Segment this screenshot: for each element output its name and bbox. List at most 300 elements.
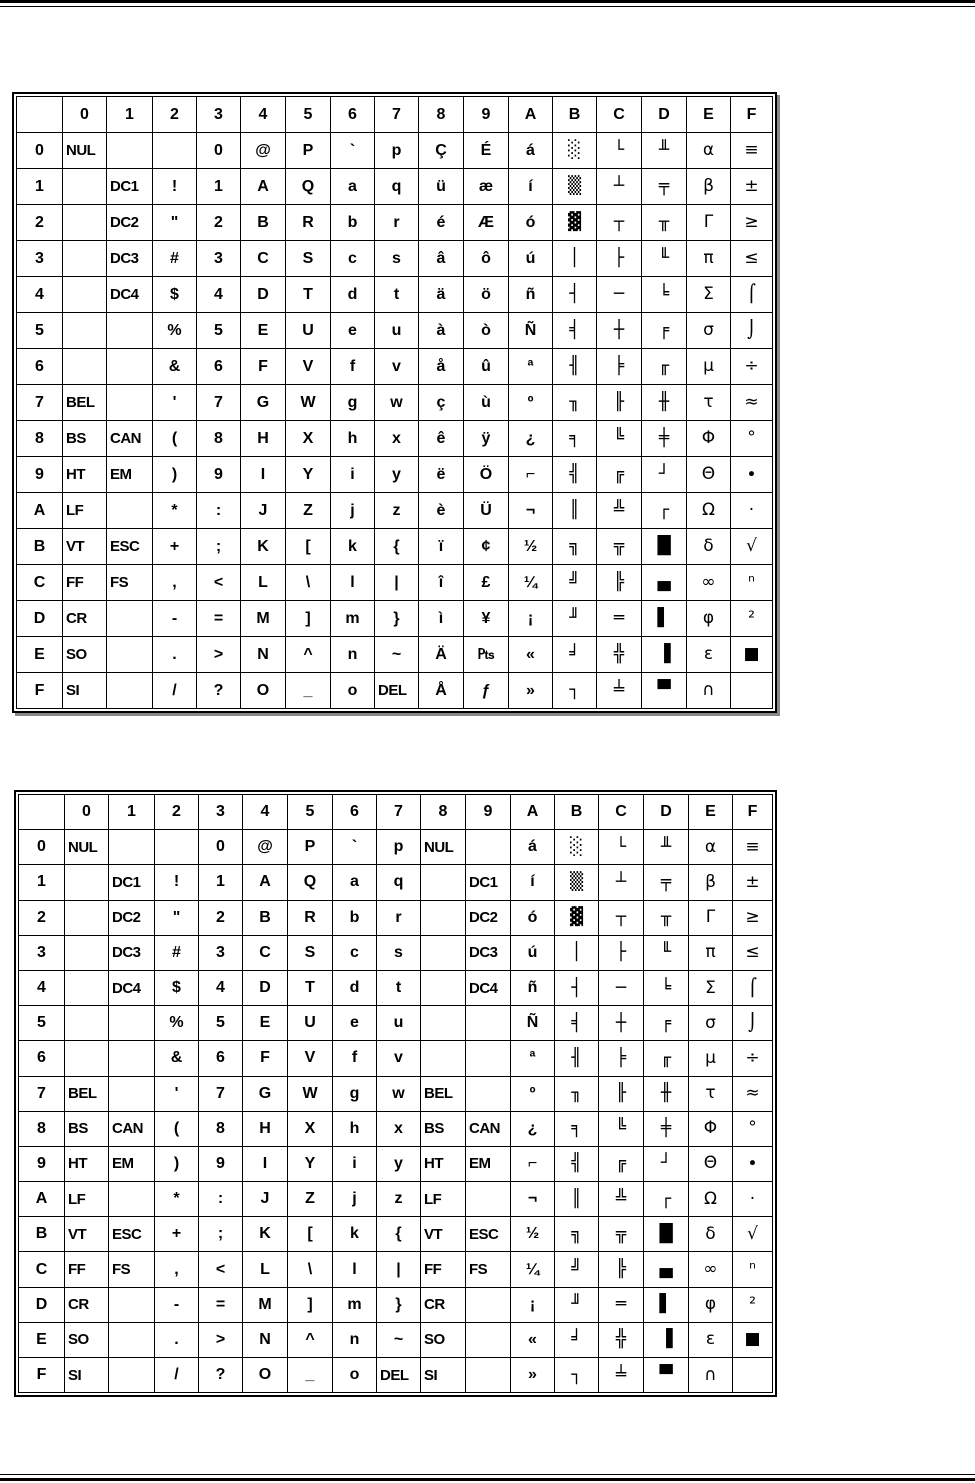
table-cell: δ <box>689 1217 733 1252</box>
table-cell: ] <box>288 1287 333 1322</box>
table-cell: [ <box>288 1217 333 1252</box>
table-cell: p <box>375 133 419 169</box>
table-cell: µ <box>689 1041 733 1076</box>
table-cell: à <box>419 313 464 349</box>
table-cell: Y <box>286 457 331 493</box>
table-cell: ╣ <box>555 1146 599 1181</box>
table-cell: ¡ <box>509 601 553 637</box>
table-cell: { <box>375 529 419 565</box>
table-cell: ò <box>464 313 509 349</box>
table-cell: DC1 <box>107 169 153 205</box>
table-cell: ╚ <box>599 1111 644 1146</box>
table-row <box>17 385 773 421</box>
table-cell: ├ <box>599 935 644 970</box>
table-cell <box>109 1076 155 1111</box>
table-cell <box>421 935 466 970</box>
table-cell: o <box>331 673 375 709</box>
table-cell: ┘ <box>642 457 687 493</box>
table-cell: │ <box>555 935 599 970</box>
table-cell: # <box>155 935 199 970</box>
table-cell: ╝ <box>553 565 597 601</box>
table-cell: ± <box>731 169 773 205</box>
table-cell: ∙ <box>733 1146 773 1181</box>
table-cell: ╪ <box>642 421 687 457</box>
table-cell: ╦ <box>597 529 642 565</box>
table-cell: E <box>241 313 286 349</box>
table-cell: ╢ <box>555 1041 599 1076</box>
table-cell: τ <box>687 385 731 421</box>
table-cell: N <box>243 1322 288 1357</box>
table-cell: ⌐ <box>511 1146 555 1181</box>
table-cell: Ç <box>419 133 464 169</box>
table-cell: n <box>333 1322 377 1357</box>
table-cell: Ñ <box>509 313 553 349</box>
table-cell: ≤ <box>733 935 773 970</box>
table-cell: r <box>377 900 421 935</box>
table-cell: ú <box>511 935 555 970</box>
row-header: E <box>19 1322 65 1357</box>
table-cell: F <box>243 1041 288 1076</box>
table-cell: ) <box>155 1146 199 1181</box>
column-header: 0 <box>63 97 107 133</box>
character-table-1-grid <box>16 96 773 709</box>
table-cell <box>109 1041 155 1076</box>
table-cell: EM <box>107 457 153 493</box>
table-cell: ╓ <box>642 349 687 385</box>
table-cell: a <box>331 169 375 205</box>
table-cell: 8 <box>197 421 241 457</box>
table-cell: CAN <box>107 421 153 457</box>
table-cell: S <box>286 241 331 277</box>
table-cell: ë <box>419 457 464 493</box>
table-cell: 5 <box>197 313 241 349</box>
table-cell <box>731 673 773 709</box>
table-cell: + <box>153 529 197 565</box>
table-cell: Σ <box>687 277 731 313</box>
table-cell <box>65 900 109 935</box>
table-cell: 2 <box>199 900 243 935</box>
top-rule-thin <box>0 6 975 7</box>
table-cell: è <box>419 493 464 529</box>
table-cell: ┐ <box>555 1358 599 1393</box>
table-row <box>19 865 773 900</box>
table-cell: Y <box>288 1146 333 1181</box>
table-cell: ÷ <box>733 1041 773 1076</box>
row-header: 7 <box>19 1076 65 1111</box>
table-cell: t <box>377 970 421 1005</box>
table-cell: VT <box>65 1217 109 1252</box>
table-cell: @ <box>243 830 288 865</box>
row-header: C <box>17 565 63 601</box>
column-header: 9 <box>466 795 511 830</box>
table-cell: ù <box>464 385 509 421</box>
table-cell: 6 <box>199 1041 243 1076</box>
table-cell: ┌ <box>642 493 687 529</box>
table-cell <box>65 865 109 900</box>
table-cell: â <box>419 241 464 277</box>
table-cell: I <box>243 1146 288 1181</box>
table-row <box>19 1182 773 1217</box>
table-cell: * <box>153 493 197 529</box>
table-cell: C <box>241 241 286 277</box>
table-cell: ╞ <box>599 1041 644 1076</box>
column-header: 4 <box>243 795 288 830</box>
table-cell: Θ <box>687 457 731 493</box>
table-cell: █ <box>642 529 687 565</box>
table-cell: ¼ <box>509 565 553 601</box>
table-cell: ⌡ <box>731 313 773 349</box>
table-cell: ▐ <box>644 1322 689 1357</box>
table-cell: T <box>288 970 333 1005</box>
table-cell: i <box>331 457 375 493</box>
table-cell: \ <box>288 1252 333 1287</box>
table-cell: ≈ <box>733 1076 773 1111</box>
table-cell <box>107 313 153 349</box>
table-cell: ╜ <box>555 1287 599 1322</box>
table-row <box>19 935 773 970</box>
table-cell: BS <box>63 421 107 457</box>
table-cell: L <box>241 565 286 601</box>
table-cell: Φ <box>689 1111 733 1146</box>
table-row <box>19 1041 773 1076</box>
row-header: E <box>17 637 63 673</box>
table-row <box>17 673 773 709</box>
table-cell: DC4 <box>109 970 155 1005</box>
table-cell: } <box>375 601 419 637</box>
table-row <box>19 830 773 865</box>
table-cell: ó <box>511 900 555 935</box>
table-cell: » <box>511 1358 555 1393</box>
table-cell: £ <box>464 565 509 601</box>
table-cell: > <box>197 637 241 673</box>
table-cell: N <box>241 637 286 673</box>
table-cell: 6 <box>197 349 241 385</box>
table-cell: W <box>288 1076 333 1111</box>
table-cell: Θ <box>689 1146 733 1181</box>
table-cell: P <box>288 830 333 865</box>
table-cell: w <box>377 1076 421 1111</box>
table-cell: ╦ <box>599 1217 644 1252</box>
table-cell: VT <box>421 1217 466 1252</box>
row-header: 1 <box>19 865 65 900</box>
table-cell: ( <box>153 421 197 457</box>
table-cell: w <box>375 385 419 421</box>
row-header: 1 <box>17 169 63 205</box>
table-row <box>19 900 773 935</box>
table-cell: █ <box>644 1217 689 1252</box>
character-table-2-grid <box>18 794 773 1393</box>
table-cell: Q <box>286 169 331 205</box>
table-cell: k <box>331 529 375 565</box>
table-cell: √ <box>733 1217 773 1252</box>
column-header <box>19 795 65 830</box>
table-cell: ] <box>286 601 331 637</box>
table-cell: F <box>241 349 286 385</box>
table-row <box>19 1217 773 1252</box>
table-cell: HT <box>65 1146 109 1181</box>
row-header: 0 <box>19 830 65 865</box>
table-cell: LF <box>65 1182 109 1217</box>
table-cell: T <box>286 277 331 313</box>
table-cell: ì <box>419 601 464 637</box>
table-cell: 5 <box>199 1006 243 1041</box>
table-cell: 9 <box>197 457 241 493</box>
row-header: 6 <box>17 349 63 385</box>
table-cell: v <box>377 1041 421 1076</box>
table-row <box>17 421 773 457</box>
row-header: C <box>19 1252 65 1287</box>
table-cell <box>65 1006 109 1041</box>
table-cell: ─ <box>597 277 642 313</box>
table-cell: ╕ <box>553 421 597 457</box>
table-cell: ╞ <box>597 349 642 385</box>
table-cell: 8 <box>199 1111 243 1146</box>
table-cell: ! <box>153 169 197 205</box>
table-cell <box>466 1358 511 1393</box>
table-row <box>17 169 773 205</box>
table-cell: ≡ <box>733 830 773 865</box>
character-table-1 <box>12 92 777 713</box>
table-cell: ▌ <box>642 601 687 637</box>
table-cell <box>65 935 109 970</box>
column-header: B <box>555 795 599 830</box>
table-cell: ╒ <box>644 1006 689 1041</box>
table-cell: CR <box>421 1287 466 1322</box>
table-cell: ▐ <box>642 637 687 673</box>
table-cell: c <box>333 935 377 970</box>
table-cell: ∩ <box>687 673 731 709</box>
table-cell: V <box>288 1041 333 1076</box>
table-cell: ; <box>197 529 241 565</box>
row-header: 0 <box>17 133 63 169</box>
table-cell: ± <box>733 865 773 900</box>
column-header: 2 <box>153 97 197 133</box>
table-cell: A <box>243 865 288 900</box>
table-cell: δ <box>687 529 731 565</box>
table-cell: SO <box>65 1322 109 1357</box>
row-header: 4 <box>17 277 63 313</box>
table-cell: ▀ <box>644 1358 689 1393</box>
table-cell: ° <box>733 1111 773 1146</box>
table-row <box>19 1358 773 1393</box>
row-header: D <box>19 1287 65 1322</box>
table-cell: ▄ <box>644 1252 689 1287</box>
table-cell: D <box>243 970 288 1005</box>
table-cell: ¼ <box>511 1252 555 1287</box>
table-cell: 4 <box>197 277 241 313</box>
table-cell: ² <box>733 1287 773 1322</box>
table-cell: ⌠ <box>731 277 773 313</box>
table-cell: l <box>331 565 375 601</box>
table-cell <box>63 169 107 205</box>
table-cell: 9 <box>199 1146 243 1181</box>
table-cell <box>466 1182 511 1217</box>
table-cell: ┤ <box>555 970 599 1005</box>
table-cell: K <box>241 529 286 565</box>
table-cell <box>109 1358 155 1393</box>
table-cell: ¥ <box>464 601 509 637</box>
table-cell: r <box>375 205 419 241</box>
table-cell: É <box>464 133 509 169</box>
table-cell: f <box>331 349 375 385</box>
table-cell: α <box>687 133 731 169</box>
table-cell: ╩ <box>597 493 642 529</box>
table-cell: ) <box>153 457 197 493</box>
table-row <box>17 313 773 349</box>
table-cell: ö <box>464 277 509 313</box>
table-cell: ⌐ <box>509 457 553 493</box>
table-cell <box>63 205 107 241</box>
table-cell: h <box>333 1111 377 1146</box>
table-cell: DC3 <box>466 935 511 970</box>
table-cell <box>107 493 153 529</box>
table-cell: SI <box>421 1358 466 1393</box>
table-cell: ╨ <box>642 133 687 169</box>
table-cell: c <box>331 241 375 277</box>
table-cell: ╝ <box>555 1252 599 1287</box>
table-cell: ¡ <box>511 1287 555 1322</box>
table-cell: g <box>333 1076 377 1111</box>
table-cell: ⌡ <box>733 1006 773 1041</box>
table-cell: ║ <box>555 1182 599 1217</box>
row-header: 2 <box>17 205 63 241</box>
table-cell: \ <box>286 565 331 601</box>
table-cell: ┴ <box>597 169 642 205</box>
table-cell: SI <box>65 1358 109 1393</box>
table-cell: G <box>241 385 286 421</box>
table-cell: ╛ <box>555 1322 599 1357</box>
column-header: A <box>509 97 553 133</box>
table-cell: ú <box>509 241 553 277</box>
table-cell <box>466 1322 511 1357</box>
table-cell: DC2 <box>107 205 153 241</box>
table-cell: ├ <box>597 241 642 277</box>
table-cell <box>65 970 109 1005</box>
table-row <box>17 601 773 637</box>
table-cell: H <box>241 421 286 457</box>
column-header: 6 <box>333 795 377 830</box>
table-row <box>17 457 773 493</box>
table-cell: ƒ <box>464 673 509 709</box>
table-cell: ? <box>199 1358 243 1393</box>
table-cell: º <box>511 1076 555 1111</box>
table-cell: ï <box>419 529 464 565</box>
table-cell: ╬ <box>599 1322 644 1357</box>
table-cell: b <box>331 205 375 241</box>
table-cell <box>107 637 153 673</box>
table-cell: ┼ <box>597 313 642 349</box>
table-cell: Ω <box>689 1182 733 1217</box>
table-row <box>17 529 773 565</box>
header-row <box>17 97 773 133</box>
row-header: 6 <box>19 1041 65 1076</box>
table-cell: 7 <box>199 1076 243 1111</box>
table-cell: ═ <box>597 601 642 637</box>
table-cell: 3 <box>199 935 243 970</box>
column-header: D <box>642 97 687 133</box>
table-cell: ª <box>511 1041 555 1076</box>
column-header: 6 <box>331 97 375 133</box>
table-cell: ' <box>155 1076 199 1111</box>
table-row <box>17 205 773 241</box>
table-cell: » <box>509 673 553 709</box>
row-header: F <box>19 1358 65 1393</box>
column-header: B <box>553 97 597 133</box>
table-cell: √ <box>731 529 773 565</box>
table-cell: S <box>288 935 333 970</box>
table-cell: ` <box>331 133 375 169</box>
table-cell: « <box>511 1322 555 1357</box>
table-cell: | <box>375 565 419 601</box>
table-row <box>17 349 773 385</box>
column-header: 3 <box>197 97 241 133</box>
table-cell: ╙ <box>644 935 689 970</box>
table-cell <box>109 1287 155 1322</box>
table-cell: ~ <box>375 637 419 673</box>
table-cell: y <box>375 457 419 493</box>
column-header: 7 <box>377 795 421 830</box>
table-row <box>17 277 773 313</box>
table-cell: DC3 <box>107 241 153 277</box>
table-cell: " <box>153 205 197 241</box>
table-cell: d <box>331 277 375 313</box>
table-cell: j <box>331 493 375 529</box>
table-cell: Ö <box>464 457 509 493</box>
table-cell: 1 <box>199 865 243 900</box>
row-header: 3 <box>17 241 63 277</box>
table-cell: ° <box>731 421 773 457</box>
table-cell: DC4 <box>466 970 511 1005</box>
table-cell: LF <box>63 493 107 529</box>
table-cell: i <box>333 1146 377 1181</box>
table-cell <box>421 1041 466 1076</box>
table-cell: X <box>288 1111 333 1146</box>
table-cell: ¿ <box>509 421 553 457</box>
table-cell: DC1 <box>466 865 511 900</box>
table-cell: Ω <box>687 493 731 529</box>
table-cell: = <box>199 1287 243 1322</box>
table-cell: α <box>689 830 733 865</box>
table-cell: 0 <box>199 830 243 865</box>
table-cell: - <box>155 1287 199 1322</box>
table-cell <box>421 865 466 900</box>
table-cell: ç <box>419 385 464 421</box>
table-cell: é <box>419 205 464 241</box>
table-cell <box>466 1006 511 1041</box>
table-cell: q <box>375 169 419 205</box>
table-cell: SO <box>421 1322 466 1357</box>
table-cell: K <box>243 1217 288 1252</box>
column-header: 3 <box>199 795 243 830</box>
table-cell: ╬ <box>597 637 642 673</box>
table-cell: ╔ <box>599 1146 644 1181</box>
table-cell: ╥ <box>642 205 687 241</box>
table-cell: ┼ <box>599 1006 644 1041</box>
table-cell <box>421 1006 466 1041</box>
table-cell: ⌠ <box>733 970 773 1005</box>
table-cell: B <box>243 900 288 935</box>
table-cell <box>65 1041 109 1076</box>
table-cell: " <box>155 900 199 935</box>
table-cell: ╨ <box>644 830 689 865</box>
table-cell: C <box>243 935 288 970</box>
table-cell: ╟ <box>599 1076 644 1111</box>
row-header: 5 <box>17 313 63 349</box>
table-cell: } <box>377 1287 421 1322</box>
table-cell: . <box>155 1322 199 1357</box>
table-cell: % <box>153 313 197 349</box>
table-cell: ( <box>155 1111 199 1146</box>
